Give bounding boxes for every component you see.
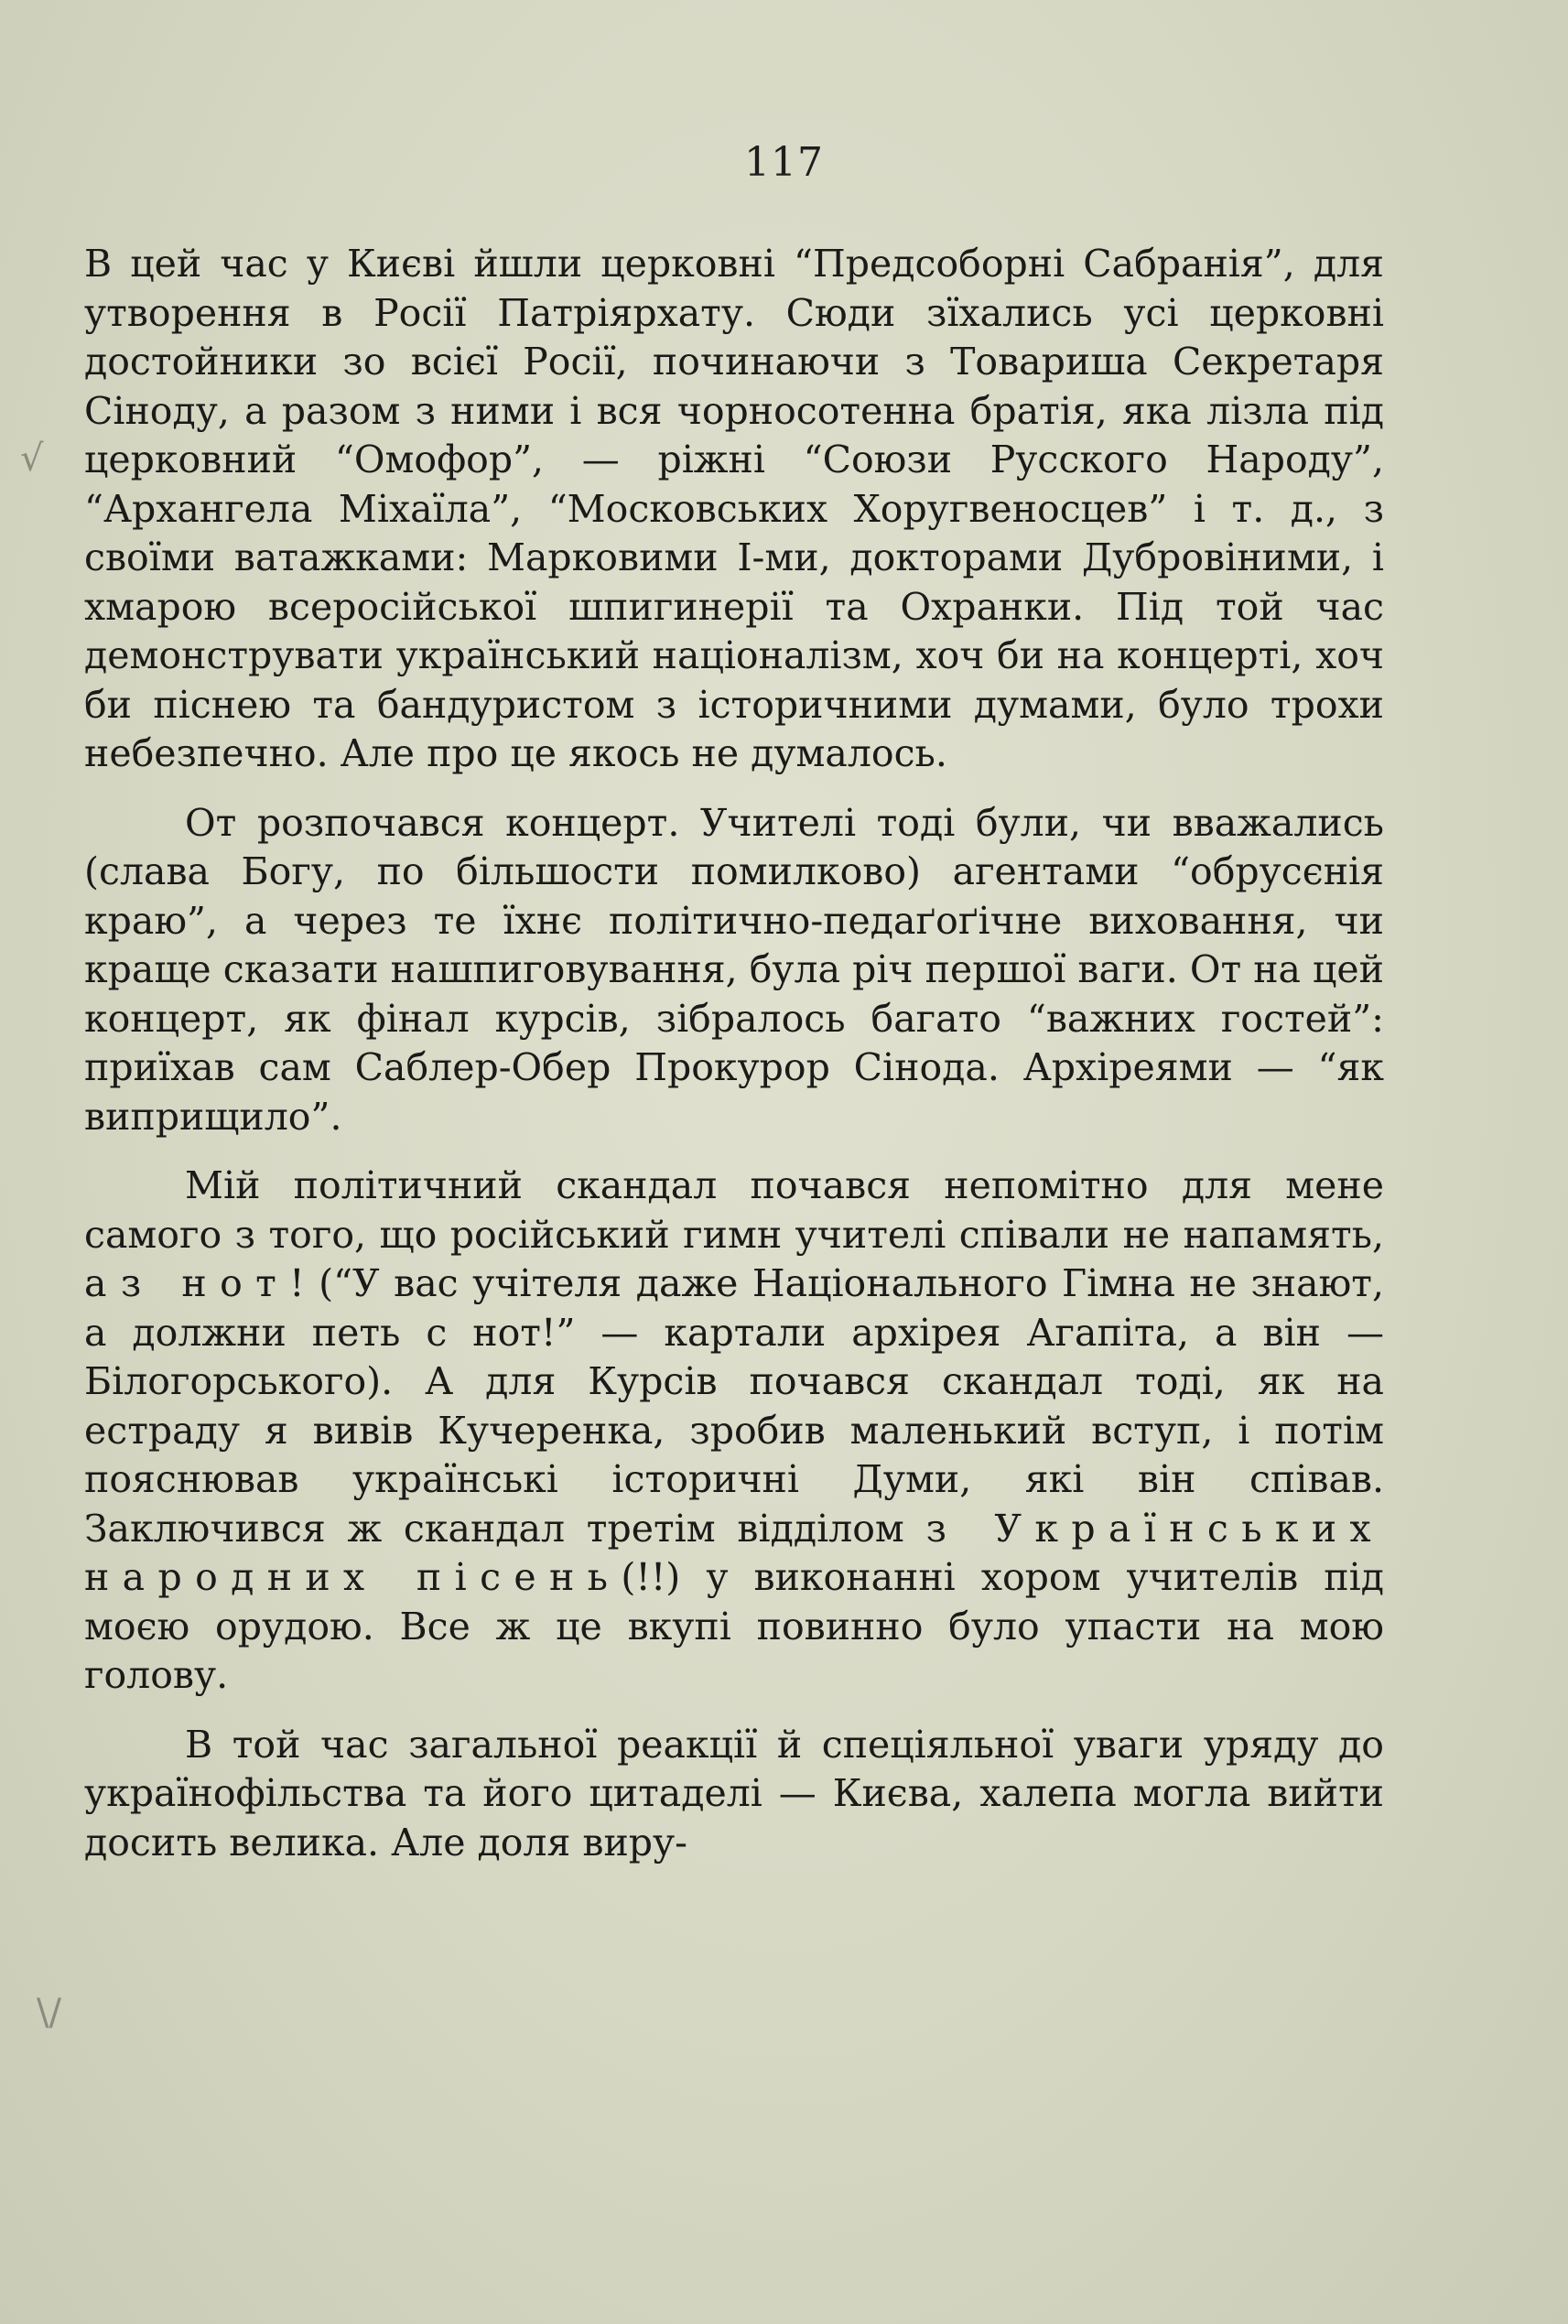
paragraph-1: В цей час у Києві йшли церковні “Предсоборні Сабранія”, для утворення в Росії Патріярхату. Сюди зїхались усі церковні достойники зо всієї Росії, починаючи з Товариша Секретаря Сіноду, а разом з ними і вся чорносотенна братія, яка лізла під церковний “Омофор”, — ріжні “Союзи Русского Народу”, “Архангела Міхаїла”, “Московських Хоругвеносцев” і т. д., з своїми ватажками: Марковими І-ми, докторами Дубровіними, і хмарою всеросійської шпигинерії та Охранки. Під той час демонструвати український націоналізм, хоч би на концерті, хоч би піснею та бандуристом з історичними думами, було трохи небезпечно. Але про це якось не думалось.	[84, 242, 1384, 775]
margin-pencil-mark: √	[20, 438, 44, 480]
paragraph-3-part-1: Мій політичний скандал почався непомітно для мене самого з того, що російський гимн учителі співали не напамять, а	[84, 1163, 1384, 1305]
page-number: 117	[744, 139, 824, 186]
spaced-emphasis-ukrainian-songs: з Українських народних пісень	[84, 1506, 1385, 1599]
paragraph-3-part-3: (!!) у виконанні хором учителів під моєю орудою. Все ж це вкупі повинно було упасти на мою голову.	[84, 1555, 1384, 1697]
paragraph-3-part-2: ! (“У вас учітеля даже Національного Гімна не знают, а должни петь с нот!” — картали архірея Агапіта, а він — Білогорського). А для Курсів почався скандал тоді, як на естраду я вивів Кучеренка, зробив маленький вступ, і потім пояснював українські історичні Думи, які він співав. Заключився ж скандал третім відділом	[84, 1261, 1384, 1551]
paragraph-2: От розпочався концерт. Учителі тоді були, чи вважались (слава Богу, по більшости помилково) агентами “обрусєнія краю”, а через те їхнє політично-педаґоґічне виховання, чи краще сказати нашпиговування, була річ першої ваги. От на цей концерт, як фінал курсів, зібралось багато “важних гостей”: приїхав сам Саблер-Обер Прокурор Сінода. Архіреями — “як виприщило”.	[84, 800, 1384, 1139]
spaced-emphasis-from-notes: з нот	[120, 1261, 290, 1305]
paragraph-3	[84, 1162, 1384, 1701]
body-text	[84, 240, 1384, 1867]
margin-pencil-mark: \/	[37, 1992, 61, 2034]
paragraph-4: В той час загальної реакції й спеціяльної уваги уряду до українофільства та його цитаделі — Києва, халепа могла вийти досить велика. Але доля виру-	[84, 1722, 1384, 1865]
